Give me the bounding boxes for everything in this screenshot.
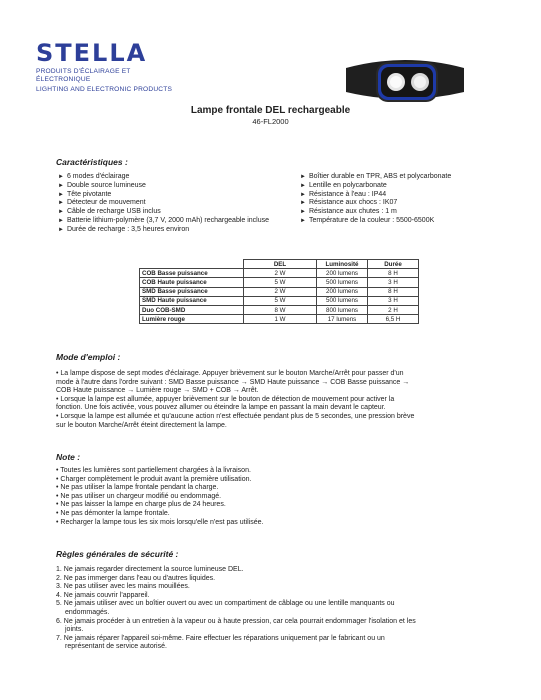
note-list: [56, 467, 416, 527]
feature-item: ► Durée de recharge : 3,5 heures environ: [58, 226, 298, 235]
list-item: 3. Ne pas utiliser avec les mains mouillées.: [56, 583, 190, 591]
logo-subtitle-en: LIGHTING AND ELECTRONIC PRODUCTS: [36, 86, 173, 93]
feature-item: ► Boîtier durable en TPR, ABS et polycarbonate: [300, 173, 500, 182]
table-header-luminosite: Luminosité: [317, 260, 368, 269]
mode-name: SMD Basse puissance: [140, 287, 244, 296]
table-row: [140, 269, 419, 278]
table-row: [140, 315, 419, 324]
feature-item: ► Câble de recharge USB inclus: [58, 208, 298, 217]
product-title: Lampe frontale DEL rechargeable: [190, 105, 351, 116]
list-item: • Recharger la lampe tous les six mois lorsqu'elle n'est pas utilisée.: [56, 518, 264, 526]
logo-wordmark: STELLA: [36, 39, 148, 67]
lumen-value: 200 lumens: [317, 269, 368, 278]
list-item: 7. Ne jamais réparer l'appareil soi-même. Faire effectuer les réparations uniquement par le fabricant ou un représentant de service autorisé.: [56, 634, 385, 651]
product-model: 46-FL2000: [252, 117, 289, 126]
feature-item: ► Tête pivotante: [58, 191, 298, 200]
duration-value: 6,5 H: [368, 315, 419, 324]
del-value: 5 W: [244, 296, 317, 305]
lumen-value: 500 lumens: [317, 296, 368, 305]
duration-value: 2 H: [368, 305, 419, 314]
table-row: [140, 296, 419, 305]
list-item: 1. Ne jamais regarder directement la source lumineuse DEL.: [56, 566, 244, 573]
mode-name: SMD Haute puissance: [140, 296, 244, 305]
del-value: 2 W: [244, 269, 317, 278]
table-row: [140, 305, 419, 314]
lumen-value: 500 lumens: [317, 278, 368, 287]
lumen-value: 17 lumens: [317, 315, 368, 324]
logo-subtitle-fr: PRODUITS D'ÉCLAIRAGE ET ÉLECTRONIQUE: [36, 68, 131, 83]
duration-value: 8 H: [368, 269, 419, 278]
duration-value: 3 H: [368, 296, 419, 305]
feature-item: ► Lentille en polycarbonate: [300, 182, 500, 191]
list-item: • Charger complètement le produit avant la première utilisation.: [56, 475, 252, 483]
features-list-left: [58, 173, 298, 235]
usage-text: [56, 370, 416, 430]
list-item: • Toutes les lumières sont partiellement chargées à la livraison.: [56, 467, 251, 474]
usage-heading: Mode d'emploi :: [56, 352, 121, 362]
feature-item: ► Résistance à l'eau : IP44: [300, 191, 500, 200]
del-value: 8 W: [244, 305, 317, 314]
safety-list: [56, 566, 416, 652]
usage-paragraph: • La lampe dispose de sept modes d'éclairage. Appuyer brièvement sur le bouton Marche/Arrêt pour passer d'un mode à l'autre dans l'ordre suivant : SMD Basse puissance → SMD Haute puissance → COB Basse puissance → COB Haute puissance → Lumière rouge → SMD + COB → Arrêt.: [56, 370, 410, 395]
feature-item: ► Résistance aux chocs : IK07: [300, 199, 500, 208]
del-value: 2 W: [244, 287, 317, 296]
del-value: 5 W: [244, 278, 317, 287]
list-item: • Ne pas démonter la lampe frontale.: [56, 509, 170, 517]
safety-heading: Règles générales de sécurité :: [56, 549, 179, 559]
mode-name: Lumière rouge: [140, 315, 244, 324]
note-heading: Note :: [56, 452, 81, 462]
list-item: 6. Ne jamais procéder à un entretien à la vapeur ou à haute pression, car cela pourrait endommager l'isolation et les joints.: [56, 617, 416, 634]
table-header-duree: Durée: [368, 260, 419, 269]
duration-value: 8 H: [368, 287, 419, 296]
list-item: • Ne pas utiliser la lampe frontale pendant la charge.: [56, 484, 219, 492]
mode-name: Duo COB-SMD: [140, 305, 244, 314]
list-item: • Ne pas laisser la lampe en charge plus de 24 heures.: [56, 501, 226, 509]
list-item: 5. Ne jamais utiliser avec un boîtier ouvert ou avec un compartiment de câblage ou une lentille manquants ou endommagés.: [56, 600, 395, 616]
stella-logo: [36, 40, 186, 94]
list-item: • Ne pas utiliser un chargeur modifié ou endommagé.: [56, 492, 222, 500]
table-header-del: DEL: [244, 260, 317, 269]
mode-name: COB Haute puissance: [140, 278, 244, 287]
table-header-empty: [140, 260, 244, 269]
feature-item: ► Double source lumineuse: [58, 182, 298, 191]
usage-paragraph: • Lorsque la lampe est allumée, appuyer brièvement sur le bouton de détection de mouvement pour activer la fonction. Une fois activée, vous pouvez allumer ou éteindre la lampe en passant la main devant le capteur.: [56, 395, 395, 412]
list-item: 2. Ne pas immerger dans l'eau ou d'autres liquides.: [56, 574, 216, 582]
features-list-right: [300, 173, 500, 226]
list-item: 4. Ne jamais couvrir l'appareil.: [56, 591, 150, 599]
duration-value: 3 H: [368, 278, 419, 287]
feature-item: ► Détecteur de mouvement: [58, 199, 298, 208]
headlamp-image: [340, 48, 470, 112]
table-header-row: [140, 260, 419, 269]
feature-item: ► Température de la couleur : 5500-6500K: [300, 217, 500, 226]
features-heading: Caractéristiques :: [56, 157, 128, 167]
mode-name: COB Basse puissance: [140, 269, 244, 278]
feature-item: ► Batterie lithium-polymère (3,7 V, 2000 mAh) rechargeable incluse: [58, 217, 298, 226]
del-value: 1 W: [244, 315, 317, 324]
lumen-value: 800 lumens: [317, 305, 368, 314]
table-row: [140, 278, 419, 287]
feature-item: ► 6 modes d'éclairage: [58, 173, 298, 182]
table-row: [140, 287, 419, 296]
specs-table: [139, 259, 419, 324]
feature-item: ► Résistance aux chutes : 1 m: [300, 208, 500, 217]
usage-paragraph: • Lorsque la lampe est allumée et qu'aucune action n'est effectuée pendant plus de 5 secondes, une pression brève sur le bouton Marche/Arrêt éteint directement la lampe.: [56, 412, 415, 429]
lumen-value: 200 lumens: [317, 287, 368, 296]
